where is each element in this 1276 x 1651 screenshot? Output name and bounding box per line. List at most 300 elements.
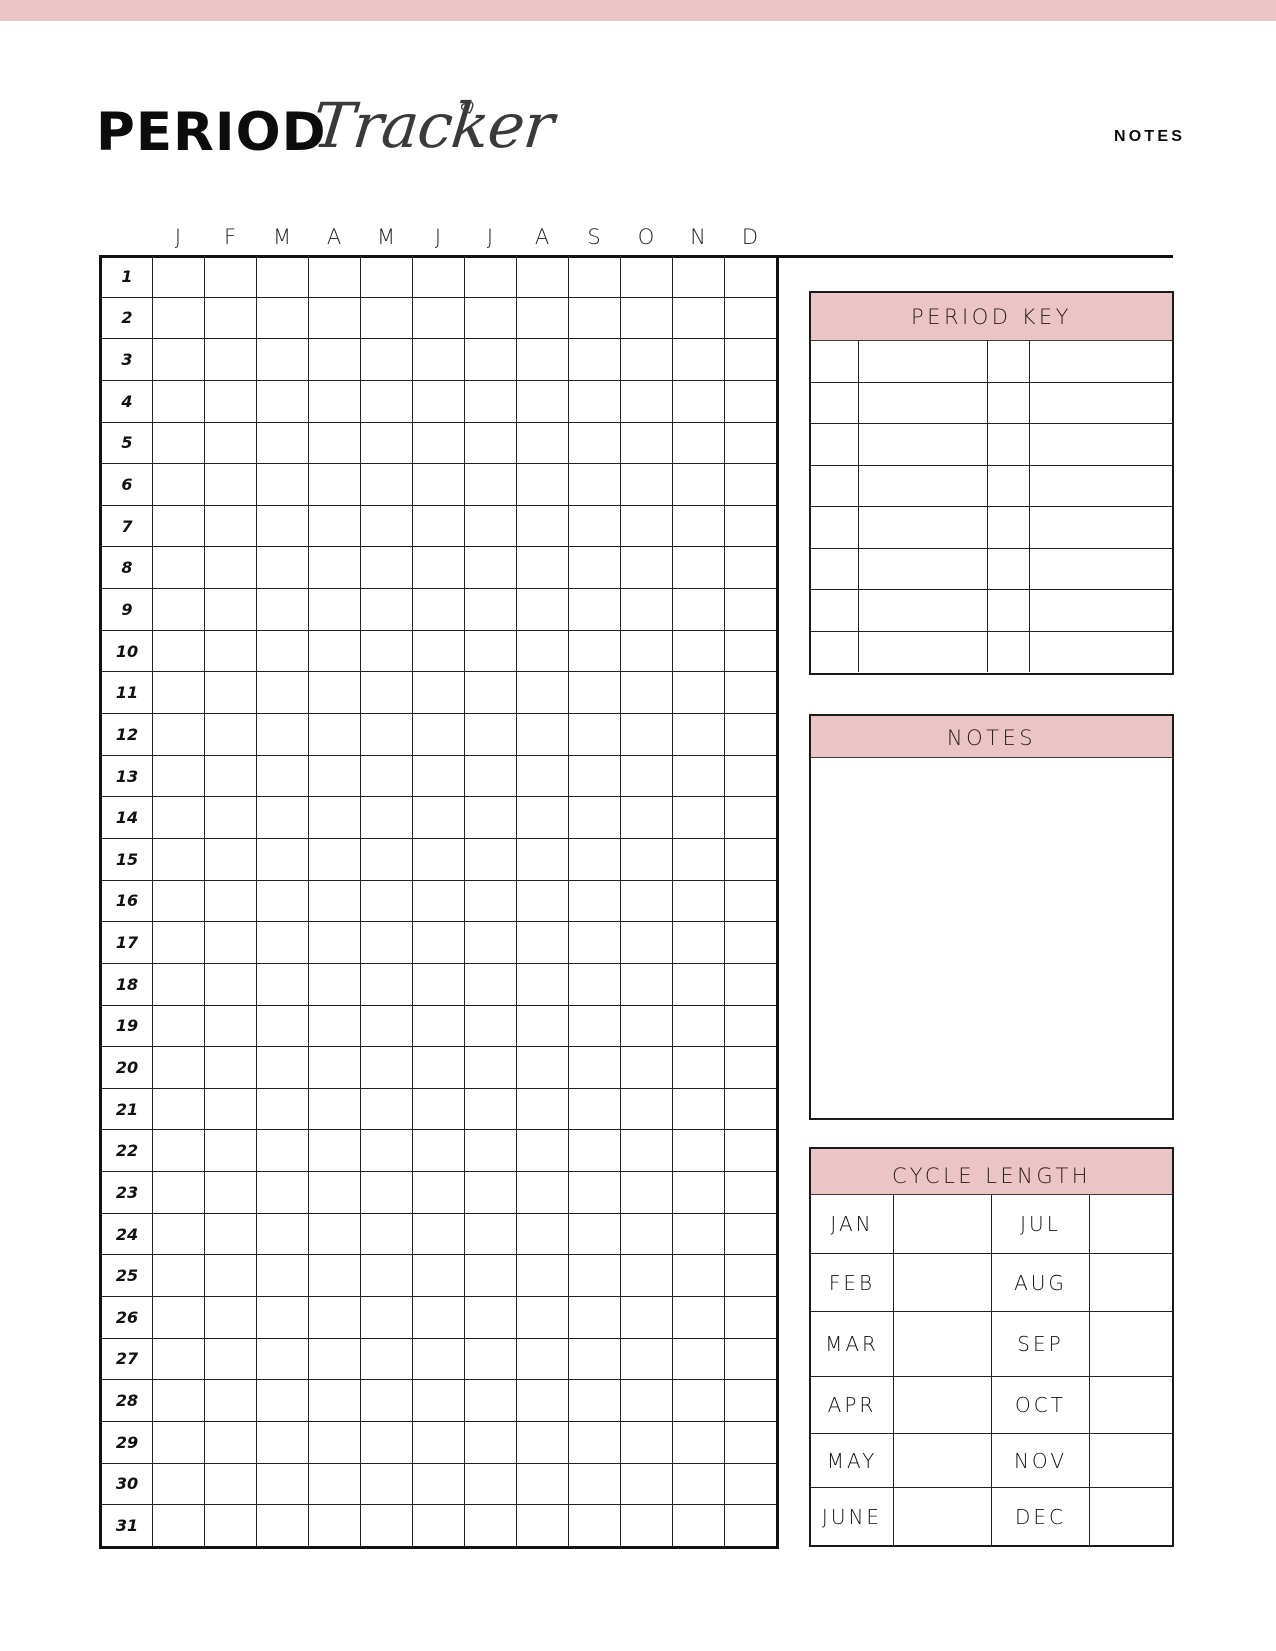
tracker-cell[interactable] — [673, 1172, 725, 1214]
tracker-cell[interactable] — [569, 963, 621, 1005]
tracker-cell[interactable] — [725, 547, 778, 589]
tracker-cell[interactable] — [465, 630, 517, 672]
tracker-cell[interactable] — [361, 1421, 413, 1463]
tracker-cell[interactable] — [153, 922, 205, 964]
tracker-cell[interactable] — [413, 797, 465, 839]
tracker-cell[interactable] — [153, 1338, 205, 1380]
tracker-cell[interactable] — [361, 297, 413, 339]
tracker-cell[interactable] — [153, 464, 205, 506]
tracker-cell[interactable] — [569, 714, 621, 756]
tracker-cell[interactable] — [205, 505, 257, 547]
tracker-cell[interactable] — [673, 422, 725, 464]
tracker-cell[interactable] — [621, 1505, 673, 1548]
tracker-cell[interactable] — [621, 630, 673, 672]
tracker-cell[interactable] — [673, 1005, 725, 1047]
tracker-cell[interactable] — [361, 505, 413, 547]
tracker-cell[interactable] — [361, 1380, 413, 1422]
key-label-cell[interactable] — [1030, 382, 1173, 424]
tracker-cell[interactable] — [205, 714, 257, 756]
cycle-length-value[interactable] — [894, 1254, 992, 1312]
key-label-cell[interactable] — [1030, 548, 1173, 590]
tracker-cell[interactable] — [153, 1255, 205, 1297]
tracker-cell[interactable] — [673, 1338, 725, 1380]
tracker-cell[interactable] — [465, 797, 517, 839]
tracker-cell[interactable] — [309, 963, 361, 1005]
tracker-cell[interactable] — [465, 1255, 517, 1297]
tracker-cell[interactable] — [309, 714, 361, 756]
tracker-cell[interactable] — [257, 1047, 309, 1089]
tracker-cell[interactable] — [205, 1297, 257, 1339]
tracker-cell[interactable] — [673, 880, 725, 922]
tracker-cell[interactable] — [257, 505, 309, 547]
tracker-cell[interactable] — [257, 1213, 309, 1255]
tracker-cell[interactable] — [569, 464, 621, 506]
tracker-cell[interactable] — [361, 1338, 413, 1380]
tracker-cell[interactable] — [361, 1047, 413, 1089]
tracker-cell[interactable] — [413, 505, 465, 547]
tracker-cell[interactable] — [517, 256, 569, 297]
tracker-cell[interactable] — [361, 339, 413, 381]
tracker-cell[interactable] — [309, 922, 361, 964]
tracker-cell[interactable] — [205, 256, 257, 297]
tracker-cell[interactable] — [725, 1255, 778, 1297]
tracker-cell[interactable] — [205, 380, 257, 422]
cycle-length-value[interactable] — [894, 1312, 992, 1377]
tracker-cell[interactable] — [517, 797, 569, 839]
tracker-cell[interactable] — [621, 880, 673, 922]
tracker-cell[interactable] — [153, 1421, 205, 1463]
tracker-cell[interactable] — [413, 380, 465, 422]
tracker-cell[interactable] — [413, 672, 465, 714]
tracker-cell[interactable] — [309, 797, 361, 839]
tracker-cell[interactable] — [465, 1505, 517, 1548]
tracker-cell[interactable] — [153, 1130, 205, 1172]
key-label-cell[interactable] — [859, 465, 988, 507]
tracker-cell[interactable] — [257, 1005, 309, 1047]
tracker-cell[interactable] — [517, 1421, 569, 1463]
tracker-cell[interactable] — [309, 1338, 361, 1380]
tracker-cell[interactable] — [465, 1130, 517, 1172]
key-color-swatch-cell[interactable] — [811, 341, 859, 382]
cycle-length-value[interactable] — [1090, 1488, 1173, 1547]
tracker-cell[interactable] — [621, 838, 673, 880]
tracker-cell[interactable] — [413, 1338, 465, 1380]
tracker-cell[interactable] — [569, 838, 621, 880]
tracker-cell[interactable] — [673, 1130, 725, 1172]
tracker-cell[interactable] — [725, 1172, 778, 1214]
tracker-cell[interactable] — [673, 464, 725, 506]
tracker-cell[interactable] — [413, 963, 465, 1005]
tracker-cell[interactable] — [569, 1380, 621, 1422]
tracker-cell[interactable] — [205, 589, 257, 631]
tracker-cell[interactable] — [309, 547, 361, 589]
tracker-cell[interactable] — [465, 380, 517, 422]
tracker-cell[interactable] — [257, 1463, 309, 1505]
tracker-cell[interactable] — [361, 797, 413, 839]
tracker-cell[interactable] — [673, 963, 725, 1005]
tracker-cell[interactable] — [413, 1172, 465, 1214]
tracker-cell[interactable] — [569, 755, 621, 797]
tracker-cell[interactable] — [205, 797, 257, 839]
tracker-cell[interactable] — [465, 922, 517, 964]
tracker-cell[interactable] — [517, 1380, 569, 1422]
tracker-cell[interactable] — [361, 422, 413, 464]
tracker-cell[interactable] — [725, 922, 778, 964]
tracker-cell[interactable] — [361, 1172, 413, 1214]
tracker-cell[interactable] — [205, 339, 257, 381]
tracker-cell[interactable] — [153, 797, 205, 839]
tracker-cell[interactable] — [205, 630, 257, 672]
key-label-cell[interactable] — [859, 590, 988, 632]
key-color-swatch-cell[interactable] — [988, 424, 1030, 466]
tracker-cell[interactable] — [309, 339, 361, 381]
tracker-cell[interactable] — [361, 922, 413, 964]
tracker-cell[interactable] — [257, 256, 309, 297]
tracker-cell[interactable] — [309, 1088, 361, 1130]
tracker-cell[interactable] — [205, 1047, 257, 1089]
tracker-cell[interactable] — [257, 1297, 309, 1339]
tracker-cell[interactable] — [153, 1380, 205, 1422]
tracker-cell[interactable] — [673, 672, 725, 714]
tracker-cell[interactable] — [361, 880, 413, 922]
tracker-cell[interactable] — [725, 714, 778, 756]
tracker-cell[interactable] — [569, 1088, 621, 1130]
tracker-cell[interactable] — [413, 1005, 465, 1047]
tracker-cell[interactable] — [465, 963, 517, 1005]
tracker-cell[interactable] — [725, 1047, 778, 1089]
tracker-cell[interactable] — [257, 963, 309, 1005]
tracker-cell[interactable] — [673, 297, 725, 339]
tracker-cell[interactable] — [725, 630, 778, 672]
tracker-cell[interactable] — [621, 380, 673, 422]
tracker-cell[interactable] — [621, 1255, 673, 1297]
tracker-cell[interactable] — [465, 1338, 517, 1380]
tracker-cell[interactable] — [153, 380, 205, 422]
tracker-cell[interactable] — [465, 1005, 517, 1047]
key-color-swatch-cell[interactable] — [988, 507, 1030, 549]
tracker-cell[interactable] — [621, 339, 673, 381]
tracker-cell[interactable] — [465, 714, 517, 756]
tracker-cell[interactable] — [257, 838, 309, 880]
tracker-cell[interactable] — [465, 339, 517, 381]
tracker-cell[interactable] — [413, 922, 465, 964]
tracker-cell[interactable] — [309, 1505, 361, 1548]
tracker-cell[interactable] — [569, 1130, 621, 1172]
tracker-cell[interactable] — [309, 755, 361, 797]
tracker-cell[interactable] — [465, 297, 517, 339]
tracker-cell[interactable] — [413, 256, 465, 297]
tracker-cell[interactable] — [725, 755, 778, 797]
tracker-cell[interactable] — [205, 297, 257, 339]
tracker-cell[interactable] — [569, 922, 621, 964]
tracker-cell[interactable] — [257, 714, 309, 756]
tracker-cell[interactable] — [257, 922, 309, 964]
cycle-length-value[interactable] — [1090, 1254, 1173, 1312]
tracker-cell[interactable] — [309, 1213, 361, 1255]
tracker-cell[interactable] — [361, 1463, 413, 1505]
tracker-cell[interactable] — [257, 1338, 309, 1380]
tracker-cell[interactable] — [673, 256, 725, 297]
tracker-cell[interactable] — [517, 1088, 569, 1130]
cycle-length-value[interactable] — [894, 1434, 992, 1488]
tracker-cell[interactable] — [309, 464, 361, 506]
tracker-cell[interactable] — [725, 963, 778, 1005]
tracker-cell[interactable] — [309, 1172, 361, 1214]
key-color-swatch-cell[interactable] — [811, 631, 859, 672]
tracker-cell[interactable] — [569, 1005, 621, 1047]
tracker-cell[interactable] — [361, 672, 413, 714]
tracker-cell[interactable] — [673, 1463, 725, 1505]
tracker-cell[interactable] — [465, 755, 517, 797]
tracker-cell[interactable] — [621, 922, 673, 964]
tracker-cell[interactable] — [257, 589, 309, 631]
tracker-cell[interactable] — [621, 256, 673, 297]
tracker-cell[interactable] — [517, 505, 569, 547]
tracker-cell[interactable] — [309, 297, 361, 339]
tracker-cell[interactable] — [153, 630, 205, 672]
key-color-swatch-cell[interactable] — [811, 590, 859, 632]
tracker-cell[interactable] — [569, 797, 621, 839]
tracker-cell[interactable] — [205, 1255, 257, 1297]
tracker-cell[interactable] — [205, 1172, 257, 1214]
key-color-swatch-cell[interactable] — [988, 382, 1030, 424]
tracker-cell[interactable] — [153, 1005, 205, 1047]
tracker-cell[interactable] — [725, 797, 778, 839]
tracker-cell[interactable] — [569, 1297, 621, 1339]
tracker-cell[interactable] — [725, 339, 778, 381]
tracker-cell[interactable] — [673, 838, 725, 880]
tracker-cell[interactable] — [517, 422, 569, 464]
tracker-cell[interactable] — [257, 1505, 309, 1548]
tracker-cell[interactable] — [465, 1047, 517, 1089]
tracker-cell[interactable] — [309, 1297, 361, 1339]
tracker-cell[interactable] — [569, 1213, 621, 1255]
key-label-cell[interactable] — [859, 507, 988, 549]
tracker-cell[interactable] — [413, 1213, 465, 1255]
key-color-swatch-cell[interactable] — [988, 548, 1030, 590]
tracker-cell[interactable] — [153, 256, 205, 297]
tracker-cell[interactable] — [153, 547, 205, 589]
tracker-cell[interactable] — [621, 1005, 673, 1047]
tracker-cell[interactable] — [361, 589, 413, 631]
tracker-cell[interactable] — [153, 880, 205, 922]
tracker-cell[interactable] — [309, 1421, 361, 1463]
tracker-cell[interactable] — [153, 755, 205, 797]
key-label-cell[interactable] — [1030, 590, 1173, 632]
tracker-cell[interactable] — [361, 256, 413, 297]
tracker-cell[interactable] — [361, 838, 413, 880]
tracker-cell[interactable] — [257, 1380, 309, 1422]
tracker-cell[interactable] — [153, 589, 205, 631]
tracker-cell[interactable] — [569, 880, 621, 922]
tracker-cell[interactable] — [569, 672, 621, 714]
tracker-cell[interactable] — [517, 1047, 569, 1089]
key-label-cell[interactable] — [1030, 507, 1173, 549]
tracker-cell[interactable] — [465, 1172, 517, 1214]
tracker-cell[interactable] — [361, 1213, 413, 1255]
tracker-cell[interactable] — [413, 547, 465, 589]
key-color-swatch-cell[interactable] — [811, 507, 859, 549]
tracker-cell[interactable] — [517, 547, 569, 589]
tracker-cell[interactable] — [569, 589, 621, 631]
tracker-cell[interactable] — [673, 714, 725, 756]
tracker-cell[interactable] — [205, 1463, 257, 1505]
tracker-cell[interactable] — [465, 1421, 517, 1463]
tracker-cell[interactable] — [621, 297, 673, 339]
tracker-cell[interactable] — [673, 1421, 725, 1463]
tracker-cell[interactable] — [205, 1338, 257, 1380]
tracker-cell[interactable] — [413, 1463, 465, 1505]
key-label-cell[interactable] — [859, 548, 988, 590]
tracker-cell[interactable] — [725, 838, 778, 880]
tracker-cell[interactable] — [673, 589, 725, 631]
tracker-cell[interactable] — [361, 1505, 413, 1548]
tracker-cell[interactable] — [517, 1338, 569, 1380]
tracker-cell[interactable] — [465, 672, 517, 714]
tracker-cell[interactable] — [725, 256, 778, 297]
tracker-cell[interactable] — [725, 589, 778, 631]
key-color-swatch-cell[interactable] — [988, 341, 1030, 382]
tracker-cell[interactable] — [621, 1380, 673, 1422]
tracker-cell[interactable] — [361, 714, 413, 756]
tracker-cell[interactable] — [257, 755, 309, 797]
tracker-cell[interactable] — [257, 380, 309, 422]
tracker-cell[interactable] — [465, 256, 517, 297]
tracker-cell[interactable] — [517, 672, 569, 714]
tracker-cell[interactable] — [569, 339, 621, 381]
tracker-cell[interactable] — [621, 547, 673, 589]
tracker-cell[interactable] — [673, 755, 725, 797]
tracker-cell[interactable] — [153, 1505, 205, 1548]
tracker-cell[interactable] — [725, 1463, 778, 1505]
tracker-cell[interactable] — [569, 422, 621, 464]
tracker-cell[interactable] — [361, 755, 413, 797]
tracker-cell[interactable] — [725, 1005, 778, 1047]
tracker-cell[interactable] — [569, 1463, 621, 1505]
tracker-cell[interactable] — [153, 339, 205, 381]
tracker-cell[interactable] — [517, 714, 569, 756]
tracker-cell[interactable] — [361, 380, 413, 422]
tracker-cell[interactable] — [257, 1130, 309, 1172]
cycle-length-value[interactable] — [894, 1488, 992, 1547]
tracker-cell[interactable] — [413, 755, 465, 797]
tracker-cell[interactable] — [153, 838, 205, 880]
tracker-cell[interactable] — [621, 464, 673, 506]
tracker-cell[interactable] — [309, 880, 361, 922]
tracker-cell[interactable] — [517, 589, 569, 631]
tracker-cell[interactable] — [153, 1463, 205, 1505]
tracker-cell[interactable] — [153, 297, 205, 339]
key-color-swatch-cell[interactable] — [811, 382, 859, 424]
tracker-cell[interactable] — [413, 339, 465, 381]
tracker-cell[interactable] — [673, 1297, 725, 1339]
tracker-cell[interactable] — [361, 963, 413, 1005]
cycle-length-value[interactable] — [1090, 1312, 1173, 1377]
tracker-cell[interactable] — [413, 422, 465, 464]
tracker-cell[interactable] — [205, 1421, 257, 1463]
tracker-cell[interactable] — [257, 464, 309, 506]
tracker-cell[interactable] — [205, 880, 257, 922]
tracker-cell[interactable] — [413, 297, 465, 339]
tracker-cell[interactable] — [257, 422, 309, 464]
tracker-cell[interactable] — [569, 256, 621, 297]
tracker-cell[interactable] — [673, 922, 725, 964]
tracker-cell[interactable] — [205, 547, 257, 589]
tracker-cell[interactable] — [413, 1088, 465, 1130]
tracker-cell[interactable] — [465, 838, 517, 880]
tracker-cell[interactable] — [517, 630, 569, 672]
tracker-cell[interactable] — [569, 297, 621, 339]
cycle-length-value[interactable] — [1090, 1377, 1173, 1434]
tracker-cell[interactable] — [621, 1047, 673, 1089]
key-color-swatch-cell[interactable] — [988, 631, 1030, 672]
tracker-cell[interactable] — [205, 422, 257, 464]
tracker-cell[interactable] — [673, 1380, 725, 1422]
tracker-cell[interactable] — [257, 672, 309, 714]
tracker-cell[interactable] — [621, 589, 673, 631]
tracker-cell[interactable] — [257, 339, 309, 381]
tracker-cell[interactable] — [725, 1505, 778, 1548]
tracker-cell[interactable] — [621, 1088, 673, 1130]
tracker-cell[interactable] — [257, 797, 309, 839]
tracker-cell[interactable] — [205, 1005, 257, 1047]
tracker-cell[interactable] — [725, 422, 778, 464]
tracker-cell[interactable] — [205, 1088, 257, 1130]
tracker-cell[interactable] — [413, 1255, 465, 1297]
tracker-cell[interactable] — [153, 1088, 205, 1130]
tracker-cell[interactable] — [621, 797, 673, 839]
tracker-cell[interactable] — [361, 1005, 413, 1047]
tracker-cell[interactable] — [673, 1213, 725, 1255]
tracker-cell[interactable] — [309, 1047, 361, 1089]
tracker-cell[interactable] — [257, 297, 309, 339]
tracker-cell[interactable] — [517, 464, 569, 506]
tracker-cell[interactable] — [725, 464, 778, 506]
tracker-cell[interactable] — [153, 1297, 205, 1339]
tracker-cell[interactable] — [257, 880, 309, 922]
tracker-cell[interactable] — [361, 1255, 413, 1297]
tracker-cell[interactable] — [153, 1047, 205, 1089]
tracker-cell[interactable] — [205, 963, 257, 1005]
tracker-cell[interactable] — [309, 589, 361, 631]
tracker-cell[interactable] — [413, 1505, 465, 1548]
tracker-cell[interactable] — [569, 505, 621, 547]
tracker-cell[interactable] — [673, 339, 725, 381]
tracker-cell[interactable] — [153, 963, 205, 1005]
tracker-cell[interactable] — [361, 630, 413, 672]
tracker-cell[interactable] — [413, 714, 465, 756]
tracker-cell[interactable] — [361, 1088, 413, 1130]
tracker-cell[interactable] — [413, 1421, 465, 1463]
tracker-cell[interactable] — [621, 755, 673, 797]
tracker-cell[interactable] — [621, 672, 673, 714]
tracker-cell[interactable] — [517, 1463, 569, 1505]
tracker-cell[interactable] — [517, 1172, 569, 1214]
tracker-cell[interactable] — [205, 755, 257, 797]
tracker-cell[interactable] — [725, 880, 778, 922]
tracker-cell[interactable] — [673, 380, 725, 422]
tracker-cell[interactable] — [309, 1380, 361, 1422]
tracker-cell[interactable] — [205, 1380, 257, 1422]
tracker-cell[interactable] — [569, 1421, 621, 1463]
tracker-cell[interactable] — [205, 838, 257, 880]
tracker-cell[interactable] — [257, 630, 309, 672]
tracker-cell[interactable] — [153, 672, 205, 714]
tracker-cell[interactable] — [465, 1463, 517, 1505]
tracker-cell[interactable] — [465, 1213, 517, 1255]
tracker-cell[interactable] — [517, 1297, 569, 1339]
tracker-cell[interactable] — [205, 464, 257, 506]
